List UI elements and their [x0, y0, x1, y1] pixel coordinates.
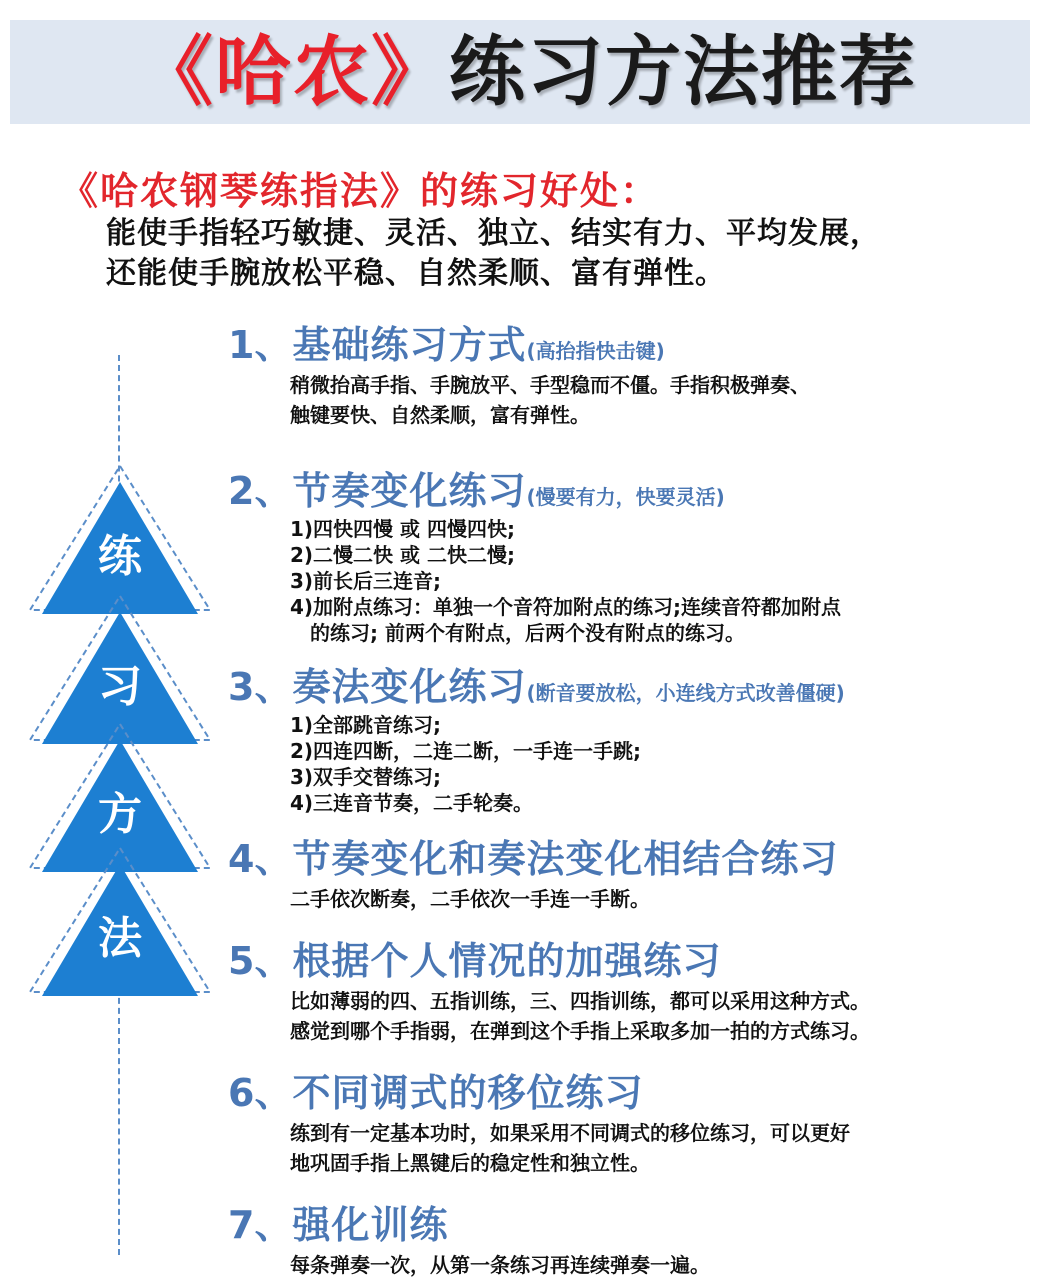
section-body	[228, 712, 845, 816]
triangle-4	[20, 842, 220, 1007]
body-line: 比如薄弱的四、五指训练，三、四指训练，都可以采用这种方式。	[290, 989, 870, 1013]
body-line: 地巩固手指上黑键后的稳定性和独立性。	[290, 1151, 650, 1175]
body-line: 的练习; 前两个有附点，后两个没有附点的练习。	[310, 621, 745, 645]
body-line: 4)三连音节奏，二手轮奏。	[290, 791, 534, 815]
section-number: 3、	[228, 665, 293, 709]
section-note: (慢要有力，快要灵活)	[526, 485, 725, 509]
section-title: 基础练习方式	[292, 323, 527, 367]
title-rest: 练习方法推荐	[449, 27, 917, 116]
body-line: 2)四连四断，二连二断，一手连一手跳;	[290, 739, 642, 763]
section-title: 不同调式的移位练习	[292, 1071, 644, 1115]
section-heading	[228, 662, 845, 712]
section-body	[228, 370, 810, 430]
section-number: 2、	[228, 469, 293, 513]
section-number: 6、	[228, 1071, 293, 1115]
benefits-text	[106, 214, 881, 294]
section-title: 强化训练	[292, 1203, 449, 1247]
body-line: 4)加附点练习：单独一个音符加附点的练习;连续音符都加附点	[290, 595, 842, 619]
section-number: 1、	[228, 323, 293, 367]
section-5	[228, 936, 870, 1046]
body-line: 3)双手交替练习;	[290, 765, 442, 789]
triangle-char: 练	[98, 531, 142, 582]
benefits-line: 能使手指轻巧敏捷、灵活、独立、结实有力、平均发展，	[106, 216, 881, 251]
section-body	[228, 986, 870, 1046]
section-title: 奏法变化练习	[292, 665, 527, 709]
section-body	[228, 1250, 710, 1280]
section-body	[228, 884, 838, 914]
title-highlight: 《哈农》	[137, 27, 449, 116]
section-7	[228, 1200, 710, 1280]
section-title: 根据个人情况的加强练习	[292, 939, 722, 983]
section-title: 节奏变化练习	[292, 469, 527, 513]
section-heading	[228, 1068, 850, 1118]
section-note: (断音要放松，小连线方式改善僵硬)	[526, 681, 845, 705]
section-3	[228, 662, 845, 816]
section-heading	[228, 320, 810, 370]
section-6	[228, 1068, 850, 1178]
body-line: 每条弹奏一次，从第一条练习再连续弹奏一遍。	[290, 1253, 710, 1277]
section-note: (高抬指快击键)	[526, 339, 665, 363]
body-line: 二手依次断奏，二手依次一手连一手断。	[290, 887, 650, 911]
section-title: 节奏变化和奏法变化相结合练习	[292, 837, 839, 881]
section-number: 5、	[228, 939, 293, 983]
body-line: 3)前长后三连音;	[290, 569, 442, 593]
body-line: 感觉到哪个手指弱，在弹到这个手指上采取多加一拍的方式练习。	[290, 1019, 870, 1043]
section-number: 7、	[228, 1203, 293, 1247]
triangle-char: 方	[98, 789, 142, 840]
section-body	[228, 516, 841, 646]
section-4	[228, 834, 838, 914]
page-title	[0, 22, 1054, 122]
triangle-char: 法	[98, 913, 142, 964]
body-line: 1)四快四慢 或 四慢四快;	[290, 517, 515, 541]
body-line: 2)二慢二快 或 二快二慢;	[290, 543, 515, 567]
section-heading	[228, 936, 870, 986]
benefits-line: 还能使手腕放松平稳、自然柔顺、富有弹性。	[106, 256, 726, 291]
section-heading	[228, 466, 841, 516]
body-line: 练到有一定基本功时，如果采用不同调式的移位练习，可以更好	[290, 1121, 850, 1145]
body-line: 稍微抬高手指、手腕放平、手型稳而不僵。手指积极弹奏、	[290, 373, 810, 397]
section-2	[228, 466, 841, 646]
benefits-subheading: 《哈农钢琴练指法》的练习好处：	[60, 169, 661, 213]
section-body	[228, 1118, 850, 1178]
body-line: 1)全部跳音练习;	[290, 713, 442, 737]
triangle-char: 习	[98, 661, 142, 712]
section-heading	[228, 834, 838, 884]
section-number: 4、	[228, 837, 293, 881]
body-line: 触键要快、自然柔顺，富有弹性。	[290, 403, 590, 427]
section-1	[228, 320, 810, 430]
section-heading	[228, 1200, 710, 1250]
